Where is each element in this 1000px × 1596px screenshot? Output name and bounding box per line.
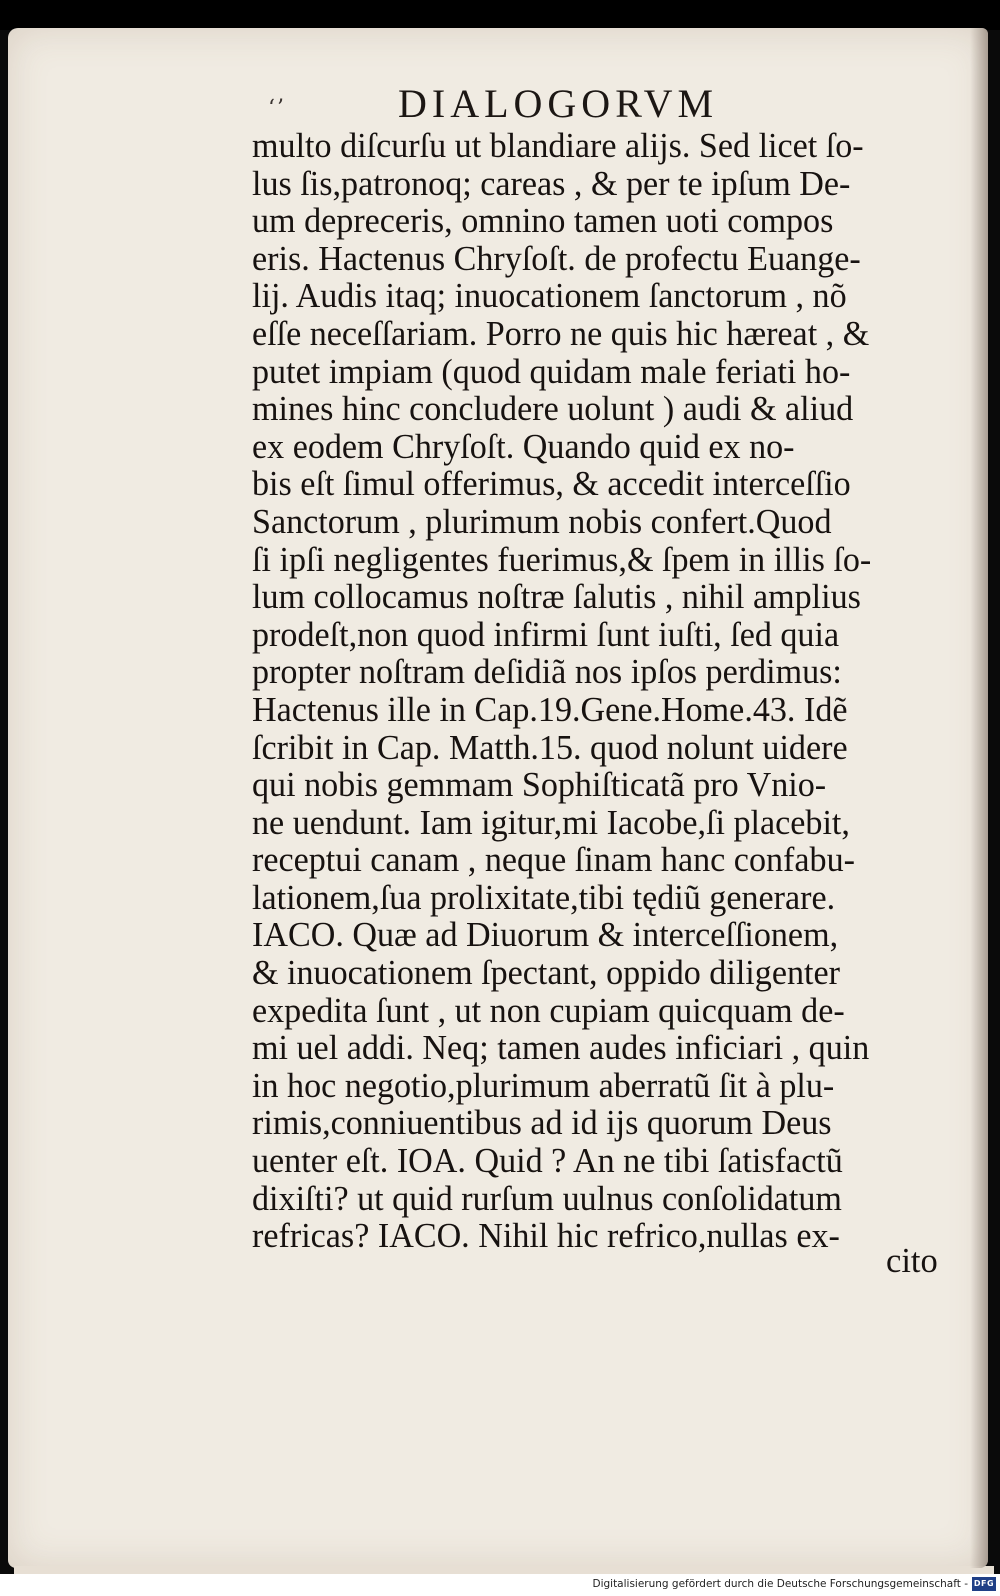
text-line: ne uendunt. Iam igitur,mi Iacobe,ſi placebit, <box>252 803 850 842</box>
text-line: & inuocationem ſpectant, oppido diligenter <box>252 954 840 993</box>
scan-top-border <box>0 0 1000 30</box>
text-line: multo diſcurſu ut blandiare alijs. Sed licet ſo- <box>252 127 864 165</box>
text-line: ex eodem Chryſoſt. Quando quid ex no- <box>252 427 795 466</box>
dfg-logo: DFG <box>972 1577 996 1591</box>
text-line: propter noſtram deſidiã nos ipſos perdimus: <box>252 653 842 692</box>
text-line: mines hinc concludere uolunt ) audi & aliud <box>252 390 854 429</box>
text-line: putet impiam (quod quidam male feriati ho- <box>252 352 851 391</box>
text-line: um depreceris, omnino tamen uoti compos <box>252 202 834 241</box>
text-line: dixiſti? ut quid rurſum uulnus conſolidatum <box>252 1179 842 1218</box>
text-line: IACO. Quæ ad Diuorum & interceſſionem, <box>252 916 839 955</box>
text-line: lationem,ſua prolixitate,tibi tędiũ generare. <box>252 878 836 917</box>
text-line: in hoc negotio,plurimum aberratũ ſit à plu- <box>252 1066 835 1105</box>
text-line: rimis,conniuentibus ad id ijs quorum Deus <box>252 1104 832 1143</box>
running-head: DIALOGORVM <box>398 81 719 126</box>
text-line: lum collocamus noſtræ ſalutis , nihil amplius <box>252 578 861 617</box>
text-line: uenter eſt. IOA. Quid ? An ne tibi ſatisfactũ <box>252 1142 843 1181</box>
header-mark: ‘’ <box>268 96 286 121</box>
body-text <box>252 128 932 1256</box>
text-line: refricas? IACO. Nihil hic refrico,nullas ex- <box>252 1217 840 1256</box>
text-line: eſſe neceſſariam. Porro ne quis hic hæreat , & <box>252 314 870 353</box>
text-line: ſi ipſi negligentes fuerimus,& ſpem in illis ſo- <box>252 540 872 579</box>
footer-credit: Digitalisierung gefördert durch die Deutsche Forschungsgemeinschaft - <box>592 1578 968 1590</box>
text-line: ſcribit in Cap. Matth.15. quod nolunt uidere <box>252 728 848 767</box>
text-line: mi uel addi. Neq; tamen audes inficiari , quin <box>252 1029 870 1068</box>
text-line: prodeſt,non quod infirmi ſunt iuſti, ſed quia <box>252 615 840 654</box>
text-line: lus ſis,patronoq; careas , & per te ipſum De- <box>252 164 851 203</box>
text-line: eris. Hactenus Chryſoſt. de profectu Euange- <box>252 239 861 278</box>
text-line: Sanctorum , plurimum nobis confert.Quod <box>252 502 832 541</box>
text-line: receptui canam , neque ſinam hanc confabu- <box>252 841 855 880</box>
text-line: bis eſt ſimul offerimus, & accedit interceſſio <box>252 465 851 504</box>
text-line: lij. Audis itaq; inuocationem ſanctorum , nõ <box>252 277 847 316</box>
text-line: Hactenus ille in Cap.19.Gene.Home.43. Idẽ <box>252 690 848 729</box>
catchword: cito <box>886 1242 938 1280</box>
text-line: qui nobis gemmam Sophiſticatã pro Vnio- <box>252 766 827 805</box>
text-line: expedita ſunt , ut non cupiam quicquam de- <box>252 991 845 1030</box>
